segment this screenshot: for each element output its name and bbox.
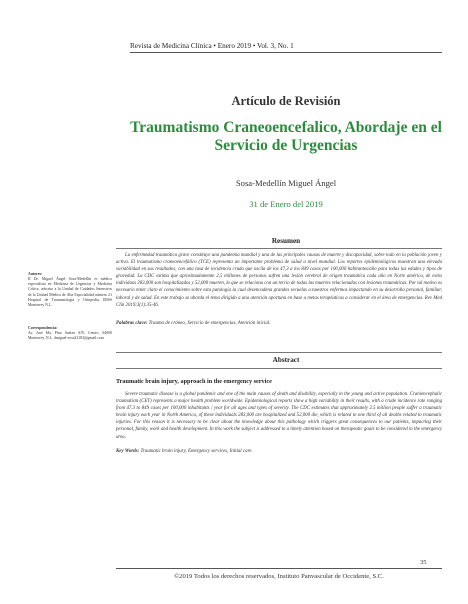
sidebar-authors-text: II Dr. Miguel Ángel Sosa-Medellín es médico especialista en Medicina de Urgencias y Medicina Crítica, adscrito a la Unidad de Cuidados Intensivos de la Unidad Médica de Alta Especialidad número 21 Hospital de Traumatología y Ortopedia, IMSS Monterrey N.L. bbox=[28, 277, 112, 307]
article-title: Traumatismo Craneoencefalico, Abordaje en el Servicio de Urgencias bbox=[130, 119, 442, 154]
footer-copyright: ©2019 Todos los derechos reservados, Instituto Panvascular de Occidente, S.C. bbox=[174, 573, 384, 580]
abstract-keywords-label: Key Words: bbox=[116, 449, 140, 454]
resumen-keywords-label: Palabras clave: bbox=[116, 321, 148, 326]
sidebar-authors-label: Autores: bbox=[28, 272, 43, 276]
abstract-top-rule bbox=[116, 352, 442, 353]
abstract-keywords-text: Traumatic brain injury, Emergency services, Initial care. bbox=[140, 449, 253, 454]
resumen-rule bbox=[116, 248, 442, 249]
footer-rule bbox=[116, 568, 442, 569]
sidebar-correspondence-text: Av. José Ma. Pino Suárez S/N, Centro, 64000 Monterrey, N.L. dmiguel-sosa22183@gmail.com bbox=[28, 331, 112, 341]
header-rule bbox=[130, 52, 442, 53]
resumen-keywords-text: Trauma de cráneo, Servicio de emergencias, Atención inicial. bbox=[148, 321, 271, 326]
article-author: Sosa-Medellín Miguel Ángel bbox=[235, 178, 337, 188]
abstract-rule bbox=[116, 368, 442, 369]
article-type: Artículo de Revisión bbox=[231, 94, 341, 108]
resumen-keywords bbox=[116, 320, 442, 327]
abstract-text: Severe traumatic disease is a global pandemic and one of the main causes of death and disability, especially in the young and active population. Craniencephalic traumatism (CET) represents a major health problem worldwide. Epidemiological reports show a high variability in their results, with a crude incidence rate ranging from 47.3 to 849 cases per 100,000 inhabitants / year for all ages and types of severity. The CDC estimates that approximately 2.5 million people suffer a traumatic brain injury each year in North America, of these individuals 283,000 are hospitalized and 52,000 die, which is related to one third of all deaths related to traumatic injuries. For this reason it is necessary to be clear about the knowledge about this pathology which triggers great consequences to our patients, impacting their personal, family, work and health development. In this work the subject is addressed to a timely attention based on therapeutic goals to be considered in the emergency area. bbox=[116, 392, 442, 440]
abstract-keywords bbox=[116, 448, 442, 455]
abstract-heading: Abstract bbox=[272, 356, 300, 364]
sidebar-correspondence-label: Correspondencia: bbox=[28, 326, 58, 330]
sidebar-correspondence bbox=[28, 326, 112, 341]
sidebar-authors bbox=[28, 272, 112, 308]
article-date: 31 de Enero del 2019 bbox=[249, 199, 323, 209]
journal-header: Revista de Medicina Clínica • Enero 2019 • Vol. 3, No. 1 bbox=[130, 42, 294, 50]
resumen-heading: Resumen bbox=[271, 237, 301, 245]
resumen-text: La enfermedad traumática grave constituye una pandemia mundial y una de las principales causas de muerte y discapacidad, sobre todo en la población joven y activa. El traumatismo craneoencefálico (TCE) representa un importante problema de salud a nivel mundial. Los reportes epidemiológicos muestran una elevada variabilidad en sus resultados, con una tasa de incidencia cruda que oscila de los 47,3 a los 849 casos por 100,000 habitantes/año para todas las edades y tipos de gravedad. La CDC estima que aproximadamente 2,5 millones de personas sufren una lesión cerebral de origen traumática cada año en Norte américa, de estos individuos 283,000 son hospitalizados y 52,000 mueren, lo que se relaciona con un tercio de todas las muertes relacionadas con lesiones traumáticas. Por tal motivo es necesario tener claro el conocimiento sobre esta patología la cual desencadena grandes secuelas a nuestros enfermos impactando en su desarrollo personal, familiar, laboral y de salud. En este trabajo se aborda el tema dirigido a una atención oportuna en base a metas terapéuticas a considerar en el área de emergencias. Rev Med Clin 2019;3(1):35-46. bbox=[116, 253, 442, 308]
abstract-subheading: Traumatic brain injury, approach in the emergency service bbox=[116, 378, 272, 385]
page-number: 35 bbox=[420, 559, 427, 566]
